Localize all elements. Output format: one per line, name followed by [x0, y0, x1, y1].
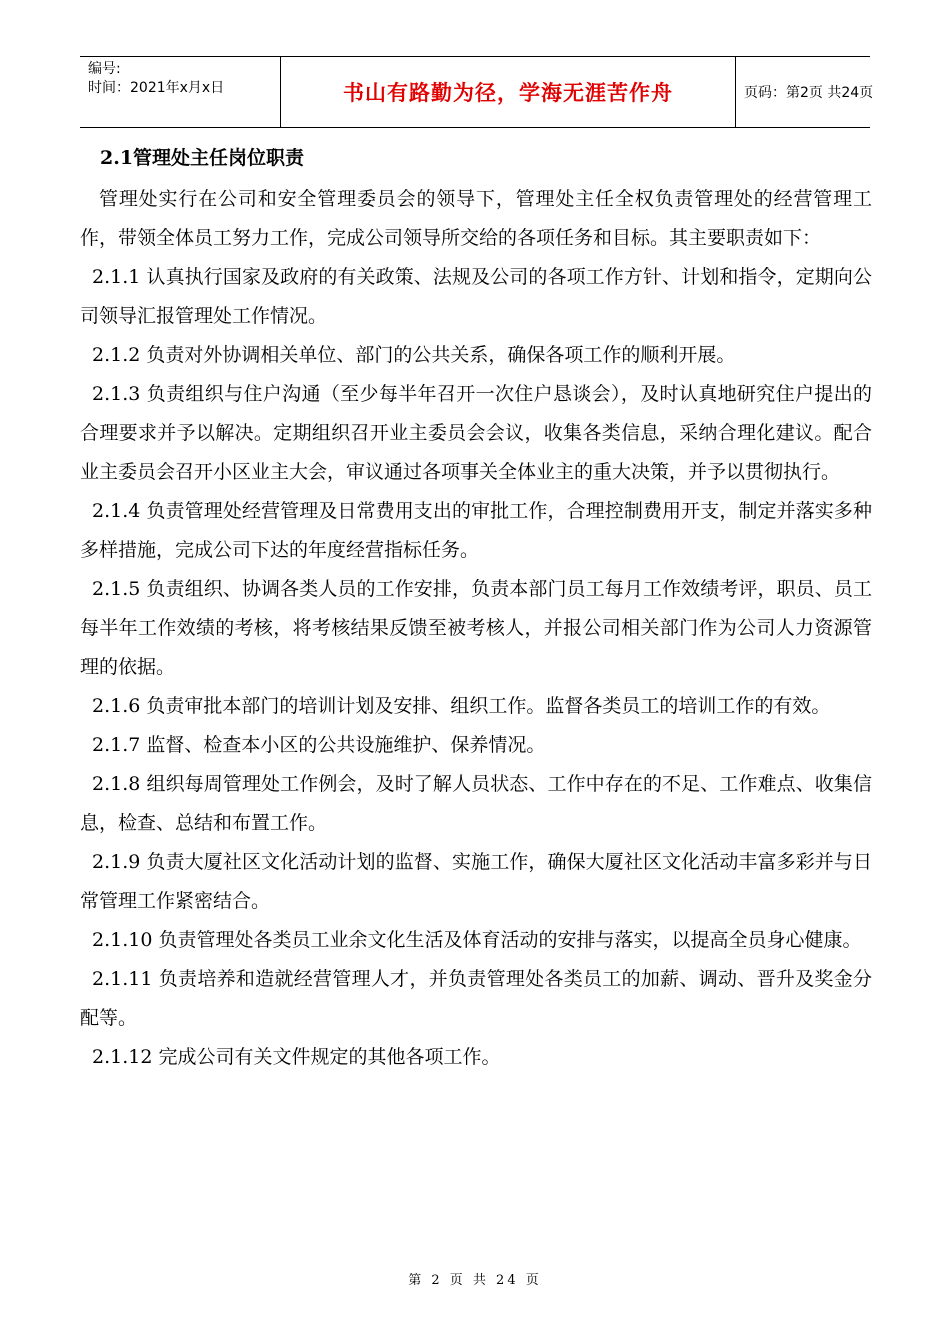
page-footer: 第 2 页 共 24 页 [408, 1273, 542, 1288]
document-time: 时间：2021年x月x日 [88, 80, 225, 96]
duty-item: 2.1.1 认真执行国家及政府的有关政策、法规及公司的各项工作方针、计划和指令，定期向公司领导汇报管理处工作情况。 [80, 266, 872, 327]
duty-item: 2.1.7 监督、检查本小区的公共设施维护、保养情况。 [92, 734, 546, 756]
duty-item: 2.1.6 负责审批本部门的培训计划及安排、组织工作。监督各类员工的培训工作的有效。 [92, 695, 831, 717]
duty-item: 2.1.11 负责培养和造就经营管理人才，并负责管理处各类员工的加薪、调动、晋升及奖金分配等。 [80, 968, 872, 1029]
duty-item: 2.1.4 负责管理处经营管理及日常费用支出的审批工作，合理控制费用开支，制定并落实多种多样措施，完成公司下达的年度经营指标任务。 [80, 500, 872, 561]
header-page-info: 页码：第2页 共24页 [744, 85, 874, 101]
header-meta [80, 57, 280, 127]
duty-item: 2.1.3 负责组织与住户沟通（至少每半年召开一次住户恳谈会），及时认真地研究住户提出的合理要求并予以解决。定期组织召开业主委员会会议，收集各类信息，采纳合理化建议。配合业主委员会召开小区业主大会，审议通过各项事关全体业主的重大决策，并予以贯彻执行。 [80, 383, 872, 483]
duty-item: 2.1.2 负责对外协调相关单位、部门的公共关系，确保各项工作的顺利开展。 [92, 344, 736, 366]
duty-item: 2.1.10 负责管理处各类员工业余文化生活及体育活动的安排与落实，以提高全员身心健康。 [92, 929, 862, 951]
document-body [80, 180, 872, 1077]
page-header [80, 56, 874, 128]
duty-item: 2.1.12 完成公司有关文件规定的其他各项工作。 [92, 1046, 501, 1068]
document-number-label: 编号: [88, 61, 121, 77]
section-title: 2.1管理处主任岗位职责 [100, 147, 305, 169]
duty-item: 2.1.5 负责组织、协调各类人员的工作安排，负责本部门员工每月工作效绩考评，职员、员工每半年工作效绩的考核，将考核结果反馈至被考核人，并报公司相关部门作为公司人力资源管理的依据。 [80, 578, 872, 678]
duty-item: 2.1.8 组织每周管理处工作例会，及时了解人员状态、工作中存在的不足、工作难点、收集信息，检查、总结和布置工作。 [80, 773, 872, 834]
duty-item: 2.1.9 负责大厦社区文化活动计划的监督、实施工作，确保大厦社区文化活动丰富多彩并与日常管理工作紧密结合。 [80, 851, 872, 912]
intro-paragraph: 管理处实行在公司和安全管理委员会的领导下，管理处主任全权负责管理处的经营管理工作，带领全体员工努力工作，完成公司领导所交给的各项任务和目标。其主要职责如下： [80, 188, 872, 249]
header-motto: 书山有路勤为径，学海无涯苦作舟 [280, 57, 736, 127]
